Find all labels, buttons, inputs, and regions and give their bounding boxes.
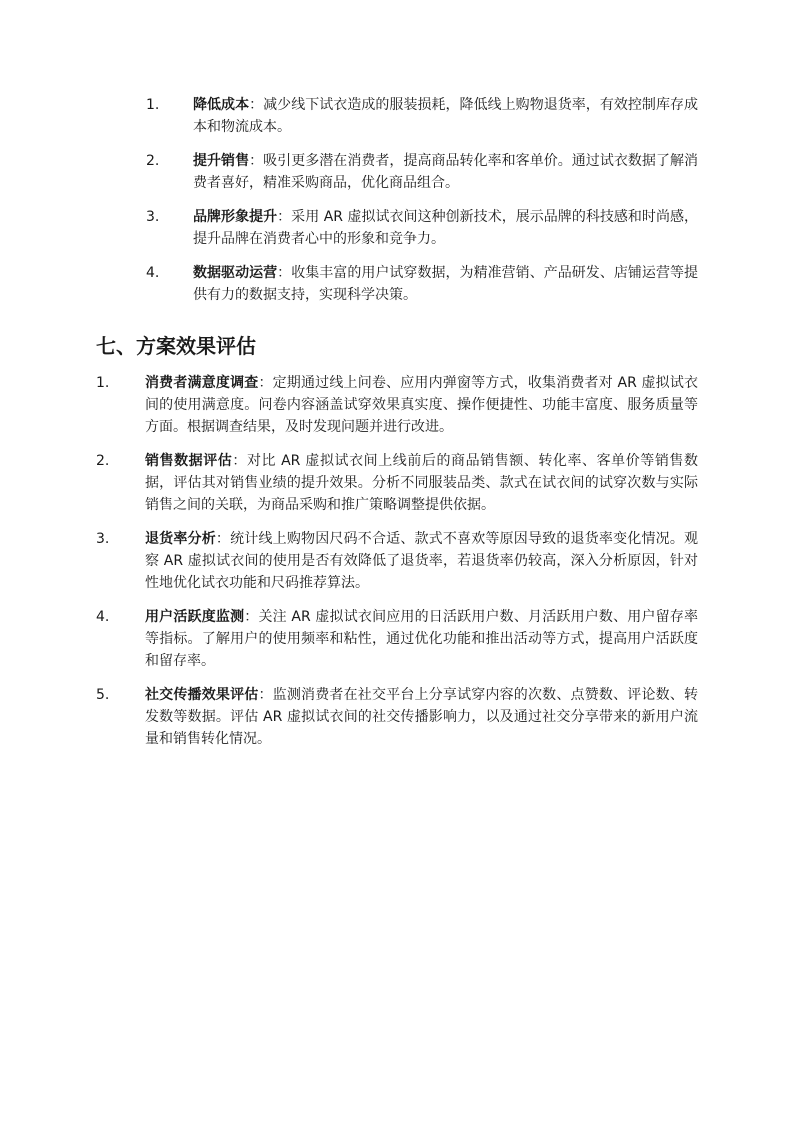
item-text xyxy=(193,94,698,138)
list-item xyxy=(0,684,794,750)
item-description: 收集丰富的用户试穿数据，为精准营销、产品研发、店铺运营等提供有力的数据支持，实现科学决策。 xyxy=(193,265,699,303)
item-description: 监测消费者在社交平台上分享试穿内容的次数、点赞数、评论数、转发数等数据。评估 AR 虚拟试衣间的社交传播影响力，以及通过社交分享带来的新用户流量和销售转化情况。 xyxy=(145,687,699,747)
item-term: 品牌形象提升 xyxy=(193,209,278,225)
benefits-list xyxy=(0,94,794,318)
item-text xyxy=(145,528,698,594)
list-item xyxy=(0,262,794,306)
list-item xyxy=(0,94,794,138)
item-term: 数据驱动运营 xyxy=(193,265,278,281)
item-text xyxy=(145,606,698,672)
item-number: 2. xyxy=(96,453,110,469)
item-number: 3. xyxy=(146,209,160,225)
item-number: 1. xyxy=(96,375,110,391)
item-number: 1. xyxy=(146,97,160,113)
item-separator: ： xyxy=(249,153,264,169)
list-item xyxy=(0,372,794,438)
item-description: 统计线上购物因尺码不合适、款式不喜欢等原因导致的退货率变化情况。观察 AR 虚拟试衣间的使用是否有效降低了退货率，若退货率仍较高，深入分析原因，针对性地优化试衣功能和尺码推荐算法。 xyxy=(145,531,699,591)
item-term: 退货率分析 xyxy=(145,531,216,547)
item-text xyxy=(193,206,698,250)
item-number: 5. xyxy=(96,687,110,703)
item-separator: ： xyxy=(215,531,231,547)
list-item xyxy=(0,150,794,194)
item-description: 定期通过线上问卷、应用内弹窗等方式，收集消费者对 AR 虚拟试衣间的使用满意度。问卷内容涵盖试穿效果真实度、操作便捷性、功能丰富度、服务质量等方面。根据调查结果，及时发现问题并进行改进。 xyxy=(145,375,699,435)
item-term: 降低成本 xyxy=(193,97,250,113)
item-separator: ： xyxy=(258,375,273,391)
list-item xyxy=(0,450,794,516)
item-text xyxy=(193,262,698,306)
item-text xyxy=(145,684,698,750)
item-number: 4. xyxy=(96,609,110,625)
item-text xyxy=(145,450,698,516)
item-separator: ： xyxy=(249,97,264,113)
list-item xyxy=(0,606,794,672)
item-term: 提升销售 xyxy=(193,153,250,169)
item-description: 减少线下试衣造成的服装损耗，降低线上购物退货率，有效控制库存成本和物流成本。 xyxy=(193,97,699,135)
item-number: 3. xyxy=(96,531,110,547)
list-item xyxy=(0,528,794,594)
item-term: 销售数据评估 xyxy=(145,453,233,469)
list-item xyxy=(0,206,794,250)
evaluation-list xyxy=(0,372,794,762)
item-separator: ： xyxy=(232,453,247,469)
item-description: 吸引更多潜在消费者，提高商品转化率和客单价。通过试衣数据了解消费者喜好，精准采购商品，优化商品组合。 xyxy=(193,153,699,191)
item-text xyxy=(145,372,698,438)
item-term: 用户活跃度监测 xyxy=(145,609,245,625)
item-term: 消费者满意度调查 xyxy=(145,375,259,391)
section-heading: 七、方案效果评估 xyxy=(96,334,256,358)
item-separator: ： xyxy=(244,609,259,625)
item-text xyxy=(193,150,698,194)
item-number: 2. xyxy=(146,153,160,169)
item-description: 关注 AR 虚拟试衣间应用的日活跃用户数、月活跃用户数、用户留存率等指标。了解用户的使用频率和粘性，通过优化功能和推出活动等方式，提高用户活跃度和留存率。 xyxy=(145,609,698,669)
item-separator: ： xyxy=(258,687,273,703)
item-separator: ： xyxy=(277,265,292,281)
item-separator: ： xyxy=(277,209,292,225)
item-term: 社交传播效果评估 xyxy=(145,687,259,703)
item-number: 4. xyxy=(146,265,160,281)
item-description: 对比 AR 虚拟试衣间上线前后的商品销售额、转化率、客单价等销售数据，评估其对销售业绩的提升效果。分析不同服装品类、款式在试衣间的试穿次数与实际销售之间的关联，为商品采购和推广策略调整提供依据。 xyxy=(145,453,698,513)
item-description: 采用 AR 虚拟试衣间这种创新技术，展示品牌的科技感和时尚感，提升品牌在消费者心中的形象和竞争力。 xyxy=(193,209,699,247)
